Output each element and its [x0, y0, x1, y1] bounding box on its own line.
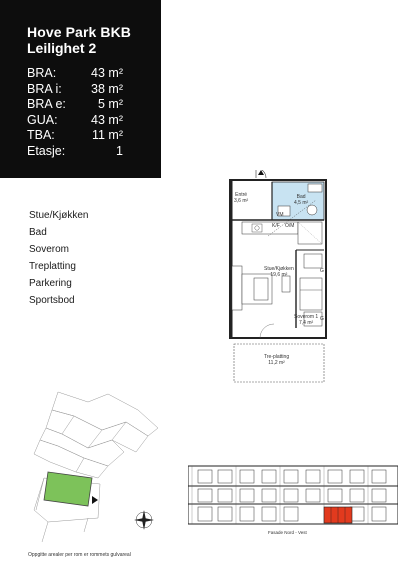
room-area: 3,6 m²: [234, 198, 249, 204]
room-area: 4,5 m²: [294, 200, 309, 206]
facade-drawing: [188, 462, 398, 530]
spec-row-bra-e: [27, 97, 123, 113]
spec-value: 38 m²: [91, 81, 123, 96]
header-panel: [0, 0, 161, 178]
room-item: Stue/Kjøkken: [29, 210, 89, 221]
kf-label: K/F: [272, 223, 280, 229]
spec-label: BRA:: [27, 66, 57, 80]
unit-subtitle: Leilighet 2: [27, 40, 97, 56]
site-map-drawing: [28, 382, 188, 552]
stue-label: [264, 266, 294, 278]
project-title: Hove Park BKB: [27, 24, 132, 40]
spec-label: BRA i:: [27, 81, 62, 96]
spec-label: BRA e:: [27, 97, 66, 112]
spec-row-gua: [27, 113, 123, 129]
spec-label: TBA:: [27, 128, 55, 143]
spec-value: 43 m²: [91, 66, 123, 80]
om-label: O/M: [285, 223, 295, 229]
entre-label: [234, 192, 248, 204]
room-name: Bad: [296, 194, 306, 200]
spec-row-tba: [27, 128, 123, 144]
area-footnote: Oppgitte arealer per rom er rommets gulvareal: [28, 552, 131, 558]
site-map: [28, 382, 188, 552]
room-area: 11,2 m²: [268, 360, 285, 366]
compass-icon: [134, 510, 154, 530]
room-item: Treplatting: [29, 261, 76, 272]
g-label: G: [320, 268, 324, 274]
room-item: Soverom: [29, 244, 70, 255]
facade-elevation: [188, 462, 398, 552]
room-name: Entré: [235, 192, 248, 198]
spec-label: Etasje:: [27, 143, 66, 158]
room-area: 19,6 m²: [270, 272, 288, 278]
unit-highlight: [44, 472, 92, 506]
spec-row-bra-i: [27, 82, 123, 98]
spec-list: [27, 66, 123, 160]
room-area: 7,4 m²: [299, 320, 314, 326]
spec-value: 11 m²: [91, 128, 123, 143]
room-item: Parkering: [29, 278, 72, 289]
facade-caption: Fasade Nord - Vest: [268, 530, 307, 535]
spec-row-etasje: [27, 144, 123, 160]
vm-label: VM: [276, 212, 284, 218]
room-name: Stue/Kjøkken: [264, 266, 294, 272]
floor-plan: [208, 170, 348, 385]
room-name: Soverom 1: [294, 314, 319, 320]
bad-label: [294, 194, 308, 206]
pointer-arrow-icon: [92, 496, 98, 504]
g-label: G: [320, 316, 324, 322]
spec-value: 43 m²: [91, 112, 123, 127]
room-name: Tre-platting: [264, 354, 290, 360]
room-list: [29, 207, 88, 309]
platting-label: [264, 354, 289, 366]
soverom-label: [294, 314, 318, 326]
spec-row-bra: [27, 66, 123, 82]
spec-value: 1: [116, 143, 123, 158]
spec-value: 5 m²: [98, 97, 123, 112]
room-item: Bad: [29, 227, 47, 238]
spec-label: GUA:: [27, 112, 58, 127]
room-item: Sportsbod: [29, 295, 75, 306]
